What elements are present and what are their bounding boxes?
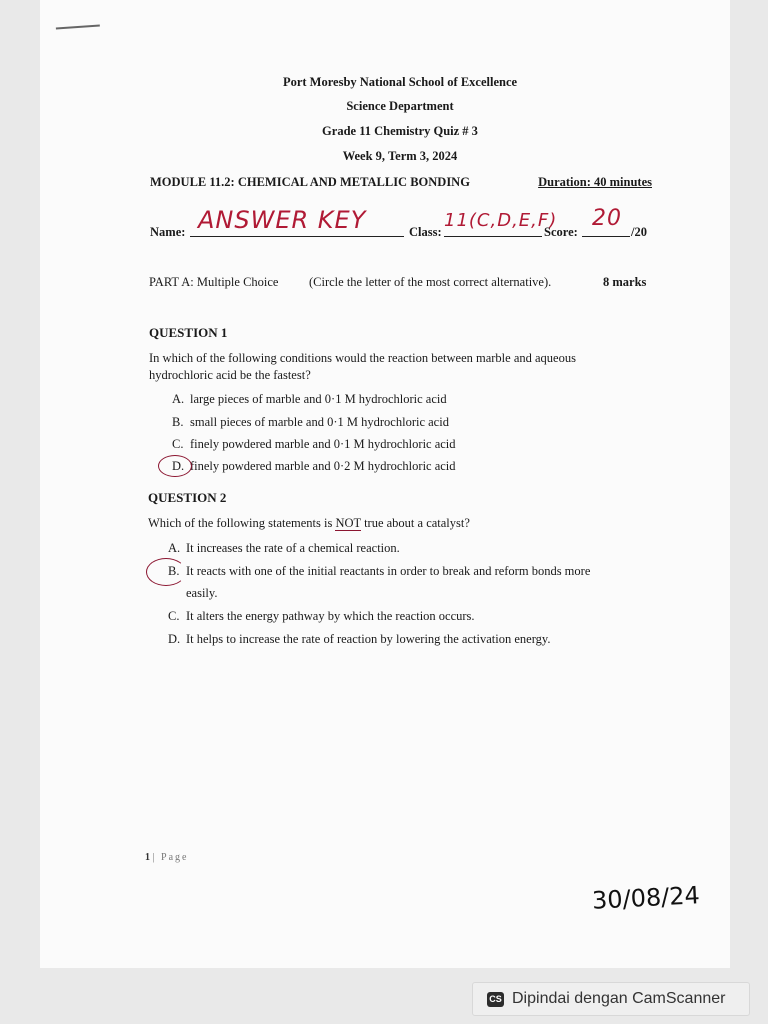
- name-handwritten: ANSWER KEY: [198, 206, 367, 234]
- camscanner-logo-icon: CS: [487, 992, 504, 1007]
- score-total: /20: [631, 225, 647, 239]
- part-a-marks: 8 marks: [603, 275, 647, 289]
- question-2-text: [148, 515, 470, 532]
- part-a-title: PART A: Multiple Choice: [149, 275, 279, 289]
- school-name: Port Moresby National School of Excellence: [282, 75, 518, 89]
- q2-option-d[interactable]: [168, 632, 550, 647]
- camscanner-text: Dipindai dengan CamScanner: [512, 990, 726, 1007]
- question-1-text: In which of the following conditions would the reaction between marble and aqueous hydrochloric acid be the fastest?: [149, 351, 576, 382]
- page-label: | Page: [152, 852, 189, 863]
- question-2-text-after: true about a catalyst?: [360, 516, 470, 530]
- class-label: Class:: [409, 225, 442, 239]
- module-title: MODULE 11.2: CHEMICAL AND METALLIC BONDING: [150, 175, 470, 189]
- q2-option-b-letter: B.: [168, 564, 180, 578]
- question-2-text-before: Which of the following statements is: [148, 516, 336, 530]
- question-1-title: QUESTION 1: [149, 325, 228, 340]
- q1-option-d-text: finely powdered marble and 0·2 M hydrochloric acid: [190, 459, 456, 473]
- q2-option-a[interactable]: [168, 541, 400, 556]
- q2-option-b-continued: easily.: [186, 586, 218, 600]
- module-row: [150, 175, 652, 190]
- q1-option-a[interactable]: [172, 392, 447, 407]
- q2-option-d-letter: D.: [168, 632, 181, 646]
- term-line: Week 9, Term 3, 2024: [342, 149, 458, 163]
- department-name: Science Department: [346, 99, 454, 113]
- class-field: [444, 206, 558, 237]
- q2-option-c[interactable]: [168, 609, 475, 624]
- document-page: [40, 0, 730, 968]
- camscanner-badge: [472, 982, 750, 1016]
- quiz-title: Grade 11 Chemistry Quiz # 3: [322, 124, 478, 138]
- q1-answer-circle: [158, 455, 192, 477]
- q2-answer-circle: [146, 558, 186, 586]
- q2-option-c-letter: C.: [168, 609, 180, 623]
- q1-option-c-text: finely powdered marble and 0·1 M hydrochloric acid: [190, 437, 456, 451]
- score-label: Score:: [544, 225, 578, 239]
- q1-option-a-letter: A.: [172, 392, 185, 406]
- q2-option-d-text: It helps to increase the rate of reaction by lowering the activation energy.: [186, 632, 551, 646]
- q1-option-b-letter: B.: [172, 415, 184, 429]
- q1-option-a-text: large pieces of marble and 0·1 M hydrochloric acid: [190, 392, 447, 406]
- q2-option-c-text: It alters the energy pathway by which the reaction occurs.: [186, 609, 475, 623]
- name-field: [190, 206, 404, 237]
- q1-option-d-letter: D.: [172, 459, 185, 473]
- q2-option-b-text: It reacts with one of the initial reactants in order to break and reform bonds more: [186, 564, 591, 578]
- handwritten-date: 30/08/24: [591, 881, 701, 915]
- q1-option-c[interactable]: [172, 437, 456, 452]
- question-2-emphasis: NOT: [335, 516, 361, 530]
- duration-label: Duration: 40 minutes: [538, 175, 652, 189]
- question-2-title: QUESTION 2: [148, 490, 227, 505]
- class-handwritten: 11(C,D,E,F): [444, 210, 558, 231]
- score-handwritten: 20: [592, 206, 622, 231]
- q1-option-b[interactable]: [172, 415, 449, 430]
- page-number: 1: [145, 852, 150, 863]
- q1-option-c-letter: C.: [172, 437, 184, 451]
- page-footer: [145, 852, 188, 863]
- part-a-instruction: (Circle the letter of the most correct alternative).: [309, 275, 552, 289]
- q1-option-d[interactable]: [172, 459, 456, 474]
- q2-option-b[interactable]: [168, 564, 590, 579]
- q2-option-a-text: It increases the rate of a chemical reaction.: [186, 541, 400, 555]
- q2-option-a-letter: A.: [168, 541, 181, 555]
- name-label: Name:: [150, 225, 186, 239]
- q1-option-b-text: small pieces of marble and 0·1 M hydrochloric acid: [190, 415, 449, 429]
- score-field: [582, 206, 630, 237]
